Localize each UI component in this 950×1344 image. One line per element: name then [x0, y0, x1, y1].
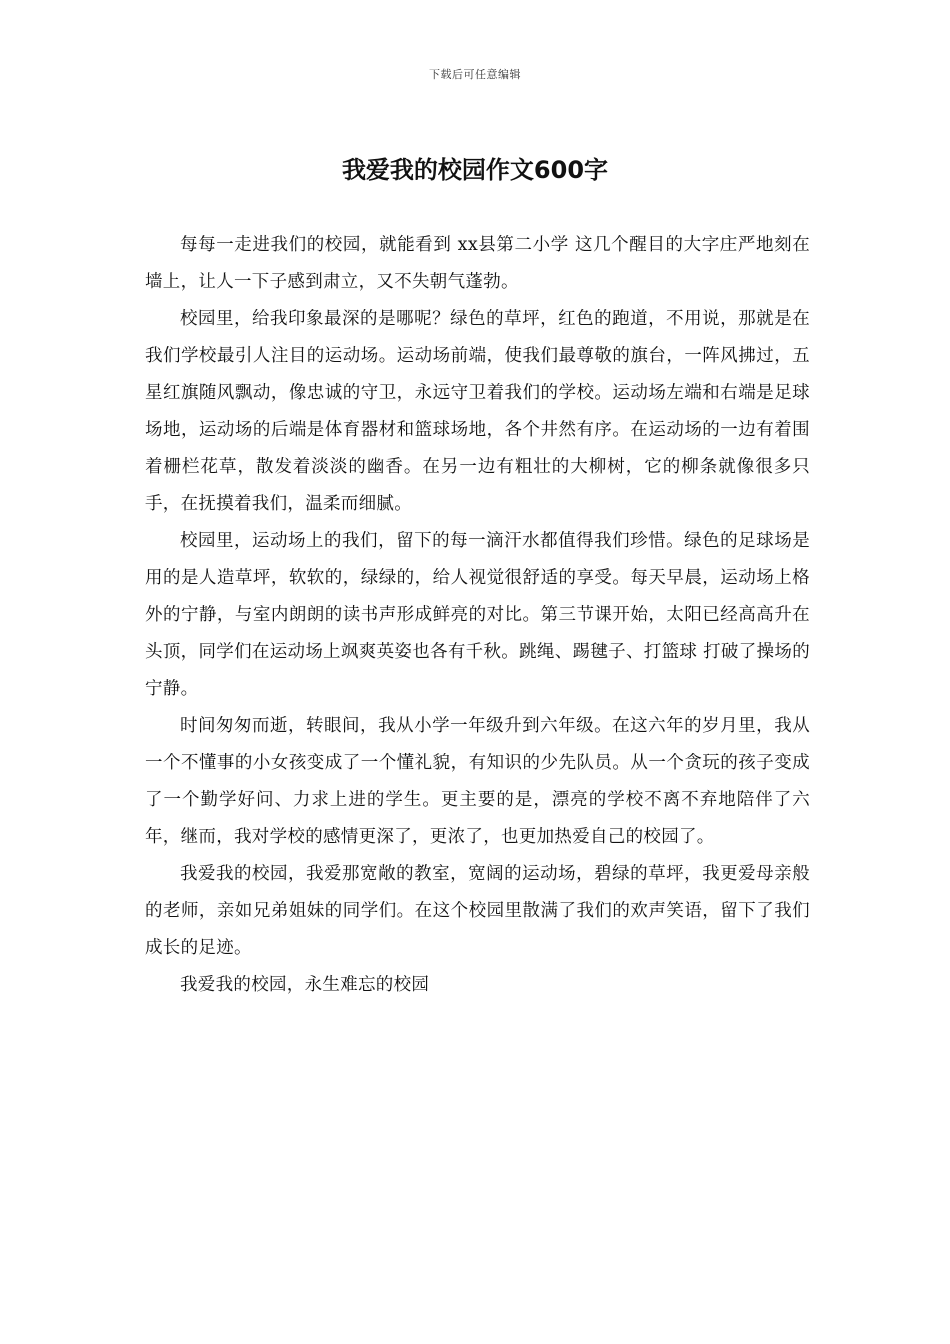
paragraph-1: 每每一走进我们的校园，就能看到 xx县第二小学 这几个醒目的大字庄严地刻在墙上，让人一下子感到肃立，又不失朝气蓬勃。 — [145, 235, 810, 292]
paragraph-3: 校园里，运动场上的我们，留下的每一滴汗水都值得我们珍惜。绿色的足球场是用的是人造草坪，软软的，绿绿的，给人视觉很舒适的享受。每天早晨，运动场上格外的宁静，与室内朗朗的读书声形成鲜亮的对比。第三节课开始，太阳已经高高升在头顶，同学们在运动场上飒爽英姿也各有千秋。跳绳、踢毽子、打篮球 打破了操场的宁静。 — [145, 531, 810, 699]
paragraph-5: 我爱我的校园，我爱那宽敞的教室，宽阔的运动场，碧绿的草坪，我更爱母亲般的老师，亲如兄弟姐妹的同学们。在这个校园里散满了我们的欢声笑语，留下了我们成长的足迹。 — [145, 864, 810, 958]
document-body — [145, 227, 810, 1004]
document-title: 我爱我的校园作文600字 — [341, 156, 609, 184]
paragraph-6: 我爱我的校园，永生难忘的校园 — [180, 975, 430, 995]
paragraph-2: 校园里，给我印象最深的是哪呢？绿色的草坪，红色的跑道，不用说，那就是在我们学校最引人注目的运动场。运动场前端，使我们最尊敬的旗台，一阵风拂过，五星红旗随风飘动，像忠诚的守卫，永远守卫着我们的学校。运动场左端和右端是足球场地，运动场的后端是体育器材和篮球场地，各个井然有序。在运动场的一边有着围着栅栏花草，散发着淡淡的幽香。在另一边有粗壮的大柳树，它的柳条就像很多只手，在抚摸着我们，温柔而细腻。 — [145, 309, 810, 514]
header-note: 下载后可任意编辑 — [429, 68, 521, 81]
paragraph-4: 时间匆匆而逝，转眼间，我从小学一年级升到六年级。在这六年的岁月里，我从一个不懂事的小女孩变成了一个懂礼貌，有知识的少先队员。从一个贪玩的孩子变成了一个勤学好问、力求上进的学生。更主要的是，漂亮的学校不离不弃地陪伴了六年，继而，我对学校的感情更深了，更浓了，也更加热爱自己的校园了。 — [145, 716, 810, 847]
